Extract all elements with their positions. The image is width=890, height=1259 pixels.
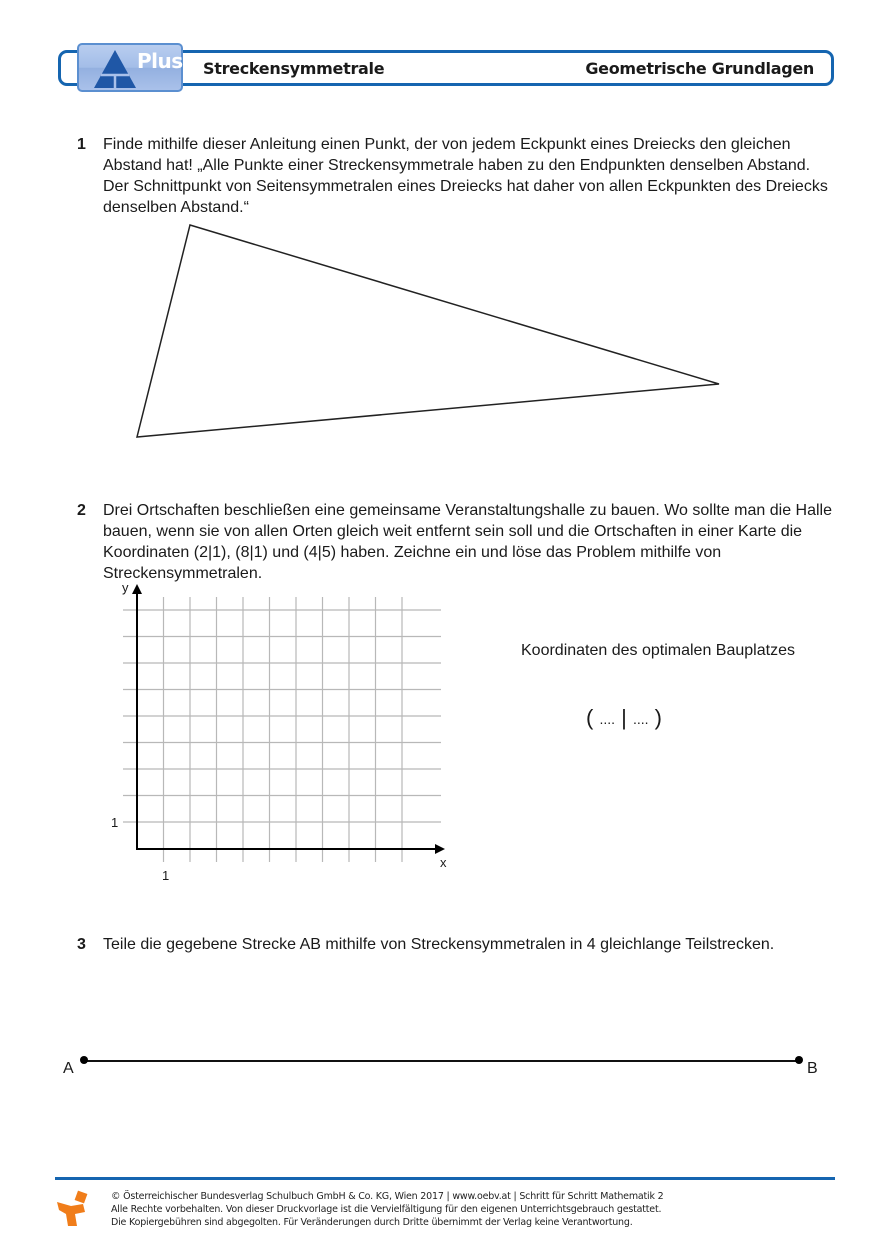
answer-close-paren: ) (654, 705, 662, 730)
task-number: 3 (77, 936, 86, 953)
footer-line: Die Kopiergebühren sind abgegolten. Für Veränderungen durch Dritte übernimmt der Verlag keine Verantwortung. (111, 1217, 633, 1228)
y-axis-label: y (122, 580, 129, 595)
subject-title: Geometrische Grundlagen (585, 59, 814, 78)
page-title: Streckensymmetrale (203, 59, 385, 78)
point-b-label: B (807, 1060, 818, 1077)
footer-line: Alle Rechte vorbehalten. Von dieser Druckvorlage ist die Vervielfältigung für den eigenen Unterrichtsgebrauch gestattet. (111, 1204, 662, 1215)
answer-x-blank[interactable]: .... (599, 711, 616, 728)
point-b-icon (795, 1056, 803, 1064)
logo-label: Plus (137, 49, 183, 73)
task-text: Finde mithilfe dieser Anleitung einen Punkt, der von jedem Eckpunkt eines Dreiecks den gleichen Abstand hat! „Alle Punkte einer Streckensymmetrale haben zu den Endpunkten denselben Abstand. Der Schnittpunkt von Seitensymmetralen eines Dreiecks hat daher von allen Eckpunkten des Dreiecks denselben Abstand.“ (103, 136, 828, 216)
copyright-notice (111, 1190, 663, 1229)
y-tick-label: 1 (111, 815, 119, 830)
point-a-label: A (63, 1060, 74, 1077)
footer-line: © Österreichischer Bundesverlag Schulbuch GmbH & Co. KG, Wien 2017 | www.oebv.at | Schritt für Schritt Mathematik 2 (111, 1191, 664, 1202)
point-a-icon (80, 1056, 88, 1064)
answer-open-paren: ( (586, 705, 594, 730)
answer-separator: | (621, 705, 627, 730)
task-number: 2 (77, 502, 86, 519)
task-text: Teile die gegebene Strecke AB mithilfe von Streckensymmetralen in 4 gleichlange Teilstrecken. (103, 936, 775, 953)
answer-caption: Koordinaten des optimalen Bauplatzes (521, 642, 795, 659)
x-tick-label: 1 (162, 868, 170, 883)
footer-divider (55, 1177, 835, 1180)
task-number: 1 (77, 136, 86, 153)
task-text: Drei Ortschaften beschließen eine gemeinsame Veranstaltungshalle zu bauen. Wo sollte man die Halle bauen, wenn sie von allen Orten gleich weit entfernt sein soll und die Ortschaften in einer Karte die Koordinaten (2|1), (8|1) und (4|5) haben. Zeichne ein und löse das Problem mithilfe von Streckensymmetralen. (103, 502, 832, 582)
publisher-star-logo-icon (55, 1190, 93, 1228)
x-axis-label: x (440, 855, 447, 870)
answer-y-blank[interactable]: .... (632, 711, 649, 728)
